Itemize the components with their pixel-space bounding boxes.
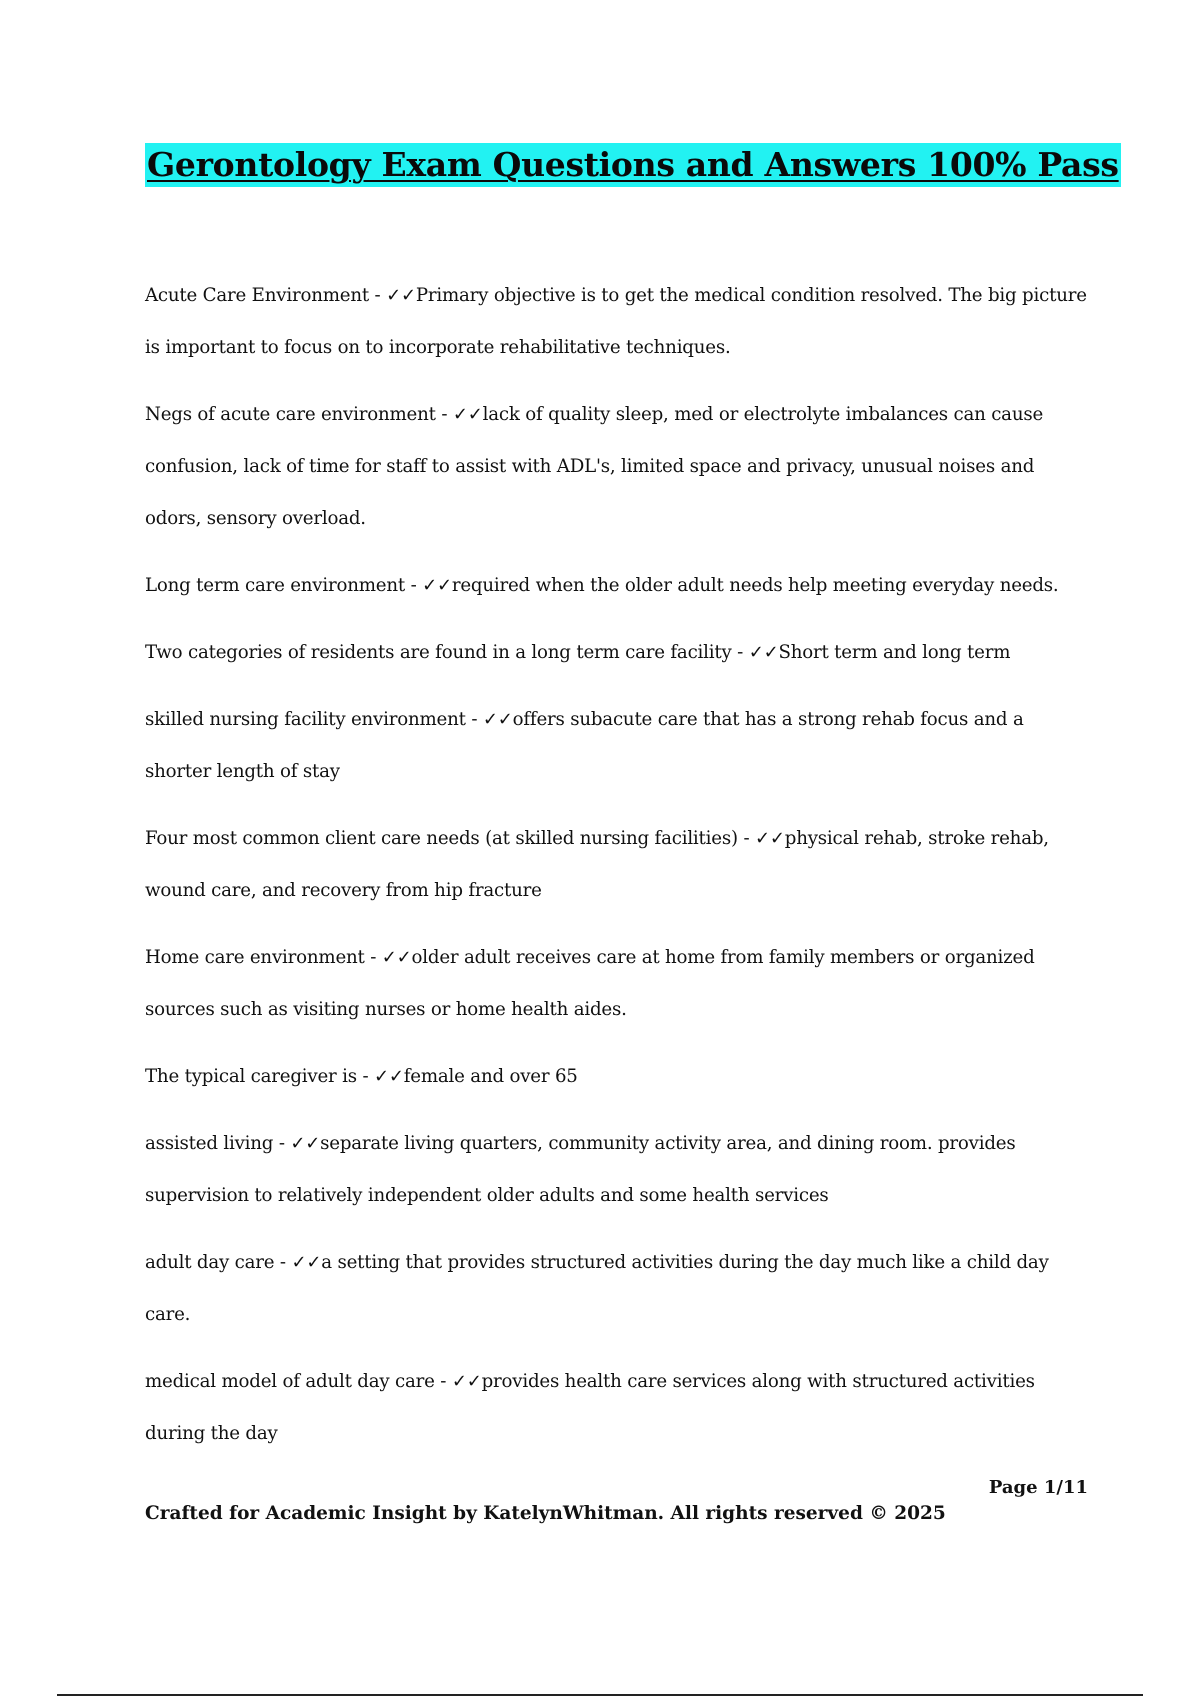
qa-term: Acute Care Environment <box>145 285 369 306</box>
qa-answer: lack of quality sleep, med or electrolyte imbalances can cause confusion, lack of time for staff to assist with ADL's, limited space and privacy, unusual noises and odors, sensory overload. <box>145 404 1044 529</box>
qa-term: Negs of acute care environment <box>145 404 436 425</box>
qa-entry <box>145 694 1090 798</box>
qa-separator: - <box>465 709 483 730</box>
qa-answer: provides health care services along with structured activities during the day <box>145 1371 1035 1444</box>
check-mark-icon: ✓✓ <box>452 404 483 425</box>
qa-separator: - <box>737 828 755 849</box>
check-mark-icon: ✓✓ <box>482 709 513 730</box>
qa-answer: Primary objective is to get the medical condition resolved. The big picture is important to focus on to incorporate rehabilitative techniques. <box>145 285 1087 358</box>
qa-entry <box>145 1237 1090 1341</box>
qa-separator: - <box>273 1133 291 1154</box>
qa-answer: Short term and long term <box>778 642 1011 663</box>
qa-separator: - <box>434 1371 452 1392</box>
qa-entry <box>145 1051 1090 1103</box>
check-mark-icon: ✓✓ <box>422 575 452 596</box>
qa-term: Long term care environment <box>145 575 405 596</box>
qa-answer: required when the older adult needs help meeting everyday needs. <box>451 575 1059 596</box>
qa-term: adult day care <box>145 1252 275 1273</box>
qa-term: medical model of adult day care <box>145 1371 435 1392</box>
qa-entry <box>145 1118 1090 1222</box>
qa-separator: - <box>435 404 453 425</box>
qa-term: Two categories of residents are found in a long term care facility <box>145 642 732 663</box>
qa-separator: - <box>368 285 387 306</box>
footer-credit: Crafted for Academic Insight by KatelynWhitman. All rights reserved © 2025 <box>145 1503 946 1524</box>
qa-separator: - <box>731 642 749 663</box>
document-title: Gerontology Exam Questions and Answers 100% Pass <box>145 143 1121 187</box>
qa-entry <box>145 389 1090 545</box>
qa-separator: - <box>364 947 382 968</box>
qa-term: assisted living <box>145 1133 274 1154</box>
qa-entry <box>145 813 1090 917</box>
qa-entry <box>145 560 1090 612</box>
qa-term: The typical caregiver is <box>145 1066 357 1087</box>
qa-separator: - <box>356 1066 374 1087</box>
check-mark-icon: ✓✓ <box>748 642 779 663</box>
page-number: Page 1/11 <box>988 1477 1088 1498</box>
qa-separator: - <box>404 575 423 596</box>
qa-entry <box>145 627 1090 679</box>
qa-term: Four most common client care needs (at skilled nursing facilities) <box>145 828 738 849</box>
qa-answer: physical rehab, stroke rehab, wound care, and recovery from hip fracture <box>145 828 1049 901</box>
check-mark-icon: ✓✓ <box>386 285 416 306</box>
qa-answer: separate living quarters, community activity area, and dining room. provides supervision to relatively independent older adults and some health services <box>145 1133 1016 1206</box>
check-mark-icon: ✓✓ <box>754 828 785 849</box>
qa-separator: - <box>274 1252 292 1273</box>
qa-answer: older adult receives care at home from family members or organized sources such as visiting nurses or home health aides. <box>145 947 1035 1020</box>
qa-term: Home care environment <box>145 947 365 968</box>
check-mark-icon: ✓✓ <box>451 1371 482 1392</box>
qa-term: skilled nursing facility environment <box>145 709 466 730</box>
title-block <box>145 143 1121 187</box>
qa-answer: female and over 65 <box>403 1066 578 1087</box>
qa-entry <box>145 270 1090 374</box>
qa-answer: a setting that provides structured activities during the day much like a child day care. <box>145 1252 1049 1325</box>
check-mark-icon: ✓✓ <box>373 1066 404 1087</box>
check-mark-icon: ✓✓ <box>291 1252 322 1273</box>
check-mark-icon: ✓✓ <box>290 1133 321 1154</box>
qa-entry <box>145 1356 1090 1460</box>
page-divider <box>57 1694 1143 1696</box>
qa-entry <box>145 932 1090 1036</box>
qa-list <box>145 270 1090 1460</box>
check-mark-icon: ✓✓ <box>381 947 412 968</box>
qa-answer: offers subacute care that has a strong rehab focus and a shorter length of stay <box>145 709 1024 782</box>
